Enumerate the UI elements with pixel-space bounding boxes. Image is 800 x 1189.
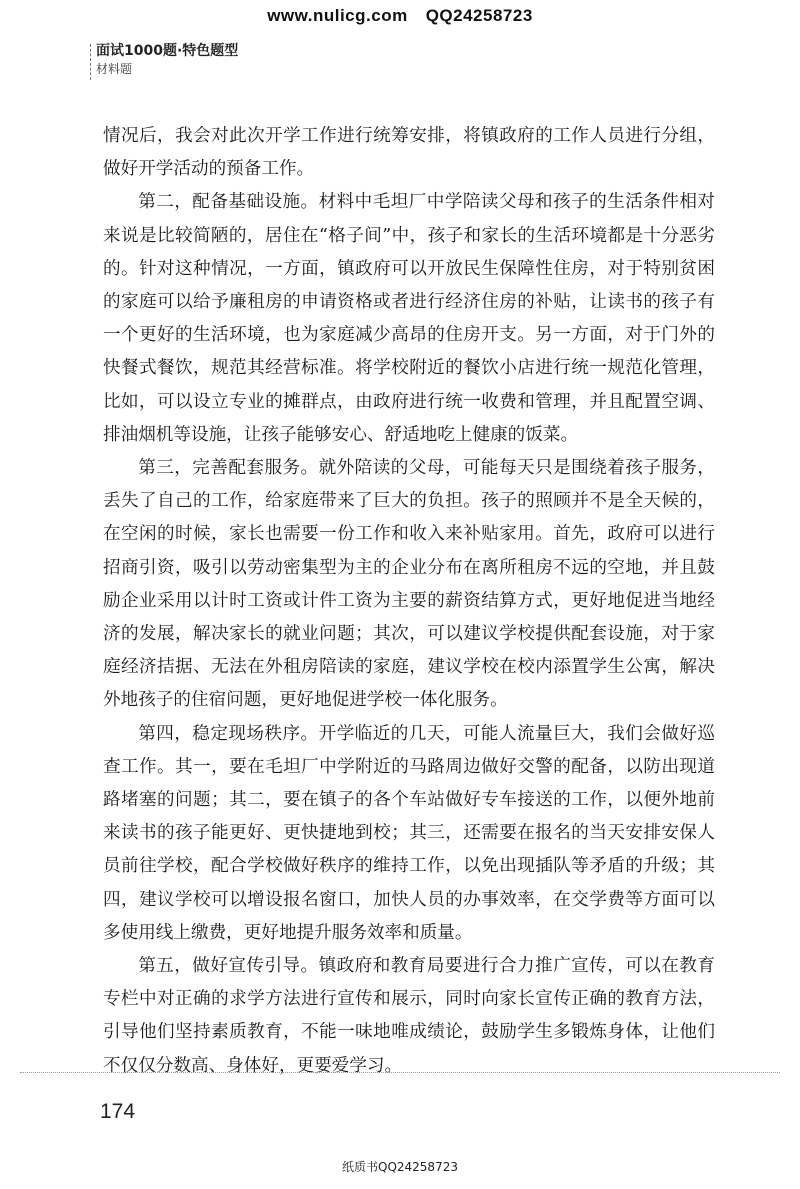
paragraph-point-2: 第二，配备基础设施。材料中毛坦厂中学陪读父母和孩子的生活条件相对来说是比较简陋的，居住在“格子间”中，孩子和家长的生活环境都是十分恶劣的。针对这种情况，一方面，镇政府可以开放民生保障性住房，对于特别贫困的家庭可以给予廉租房的申请资格或者进行经济住房的补贴，让读书的孩子有一个更好的生活环境，也为家庭减少高昂的住房开支。另一方面，对于门外的快餐式餐饮，规范其经营标准。将学校附近的餐饮小店进行统一规范化管理，比如，可以设立专业的摊群点，由政府进行统一收费和管理，并且配置空调、排油烟机等设施，让孩子能够安心、舒适地吃上健康的饭菜。 — [103, 192, 715, 445]
paragraph-continuation: 情况后，我会对此次开学工作进行统筹安排，将镇政府的工作人员进行分组，做好开学活动的预备工作。 — [103, 126, 715, 180]
paragraph-point-4: 第四，稳定现场秩序。开学临近的几天，可能人流量巨大，我们会做好巡查工作。其一，要在毛坦厂中学附近的马路周边做好交警的配备，以防出现道路堵塞的问题；其二，要在镇子的各个车站做好专车接送的工作，以便外地前来读书的孩子能更好、更快捷地到校；其三，还需要在报名的当天安排安保人员前往学校，配合学校做好秩序的维持工作，以免出现插队等矛盾的升级；其四，建议学校可以增设报名窗口，加快人员的办事效率，在交学费等方面可以多使用线上缴费，更好地提升服务效率和质量。 — [103, 723, 715, 943]
top-watermark — [0, 6, 800, 26]
bottom-watermark: 纸质书QQ24258723 — [342, 1160, 458, 1174]
section-label: 材料题 — [96, 62, 133, 76]
watermark-qq: QQ24258723 — [425, 6, 533, 25]
paragraph-point-3: 第三，完善配套服务。就外陪读的父母，可能每天只是围绕着孩子服务，丢失了自己的工作，给家庭带来了巨大的负担。孩子的照顾并不是全天候的，在空闲的时候，家长也需要一份工作和收入来补贴家用。首先，政府可以进行招商引资，吸引以劳动密集型为主的企业分布在离所租房不远的空地，并且鼓励企业采用以计时工资或计件工资为主要的薪资结算方式，更好地促进当地经济的发展，解决家长的就业问题；其次，可以建议学校提供配套设施，对于家庭经济拮据、无法在外租房陪读的家庭，建议学校在校内添置学生公寓，解决外地孩子的住宿问题，更好地促进学校一体化服务。 — [103, 458, 715, 711]
running-header — [96, 42, 238, 78]
watermark-site: www.nulicg.com — [267, 6, 408, 25]
paragraph-point-5: 第五，做好宣传引导。镇政府和教育局要进行合力推广宣传，可以在教育专栏中对正确的求学方法进行宣传和展示，同时向家长宣传正确的教育方法，引导他们坚持素质教育，不能一味地唯成绩论，鼓励学生多锻炼身体，让他们不仅仅分数高、身体好，更要爱学习。 — [103, 956, 715, 1076]
book-title: 面试1000题·特色题型 — [96, 43, 239, 59]
body-text — [103, 120, 715, 1083]
footer-divider — [20, 1072, 780, 1073]
page-number: 174 — [100, 1100, 136, 1123]
header-divider — [90, 44, 91, 80]
